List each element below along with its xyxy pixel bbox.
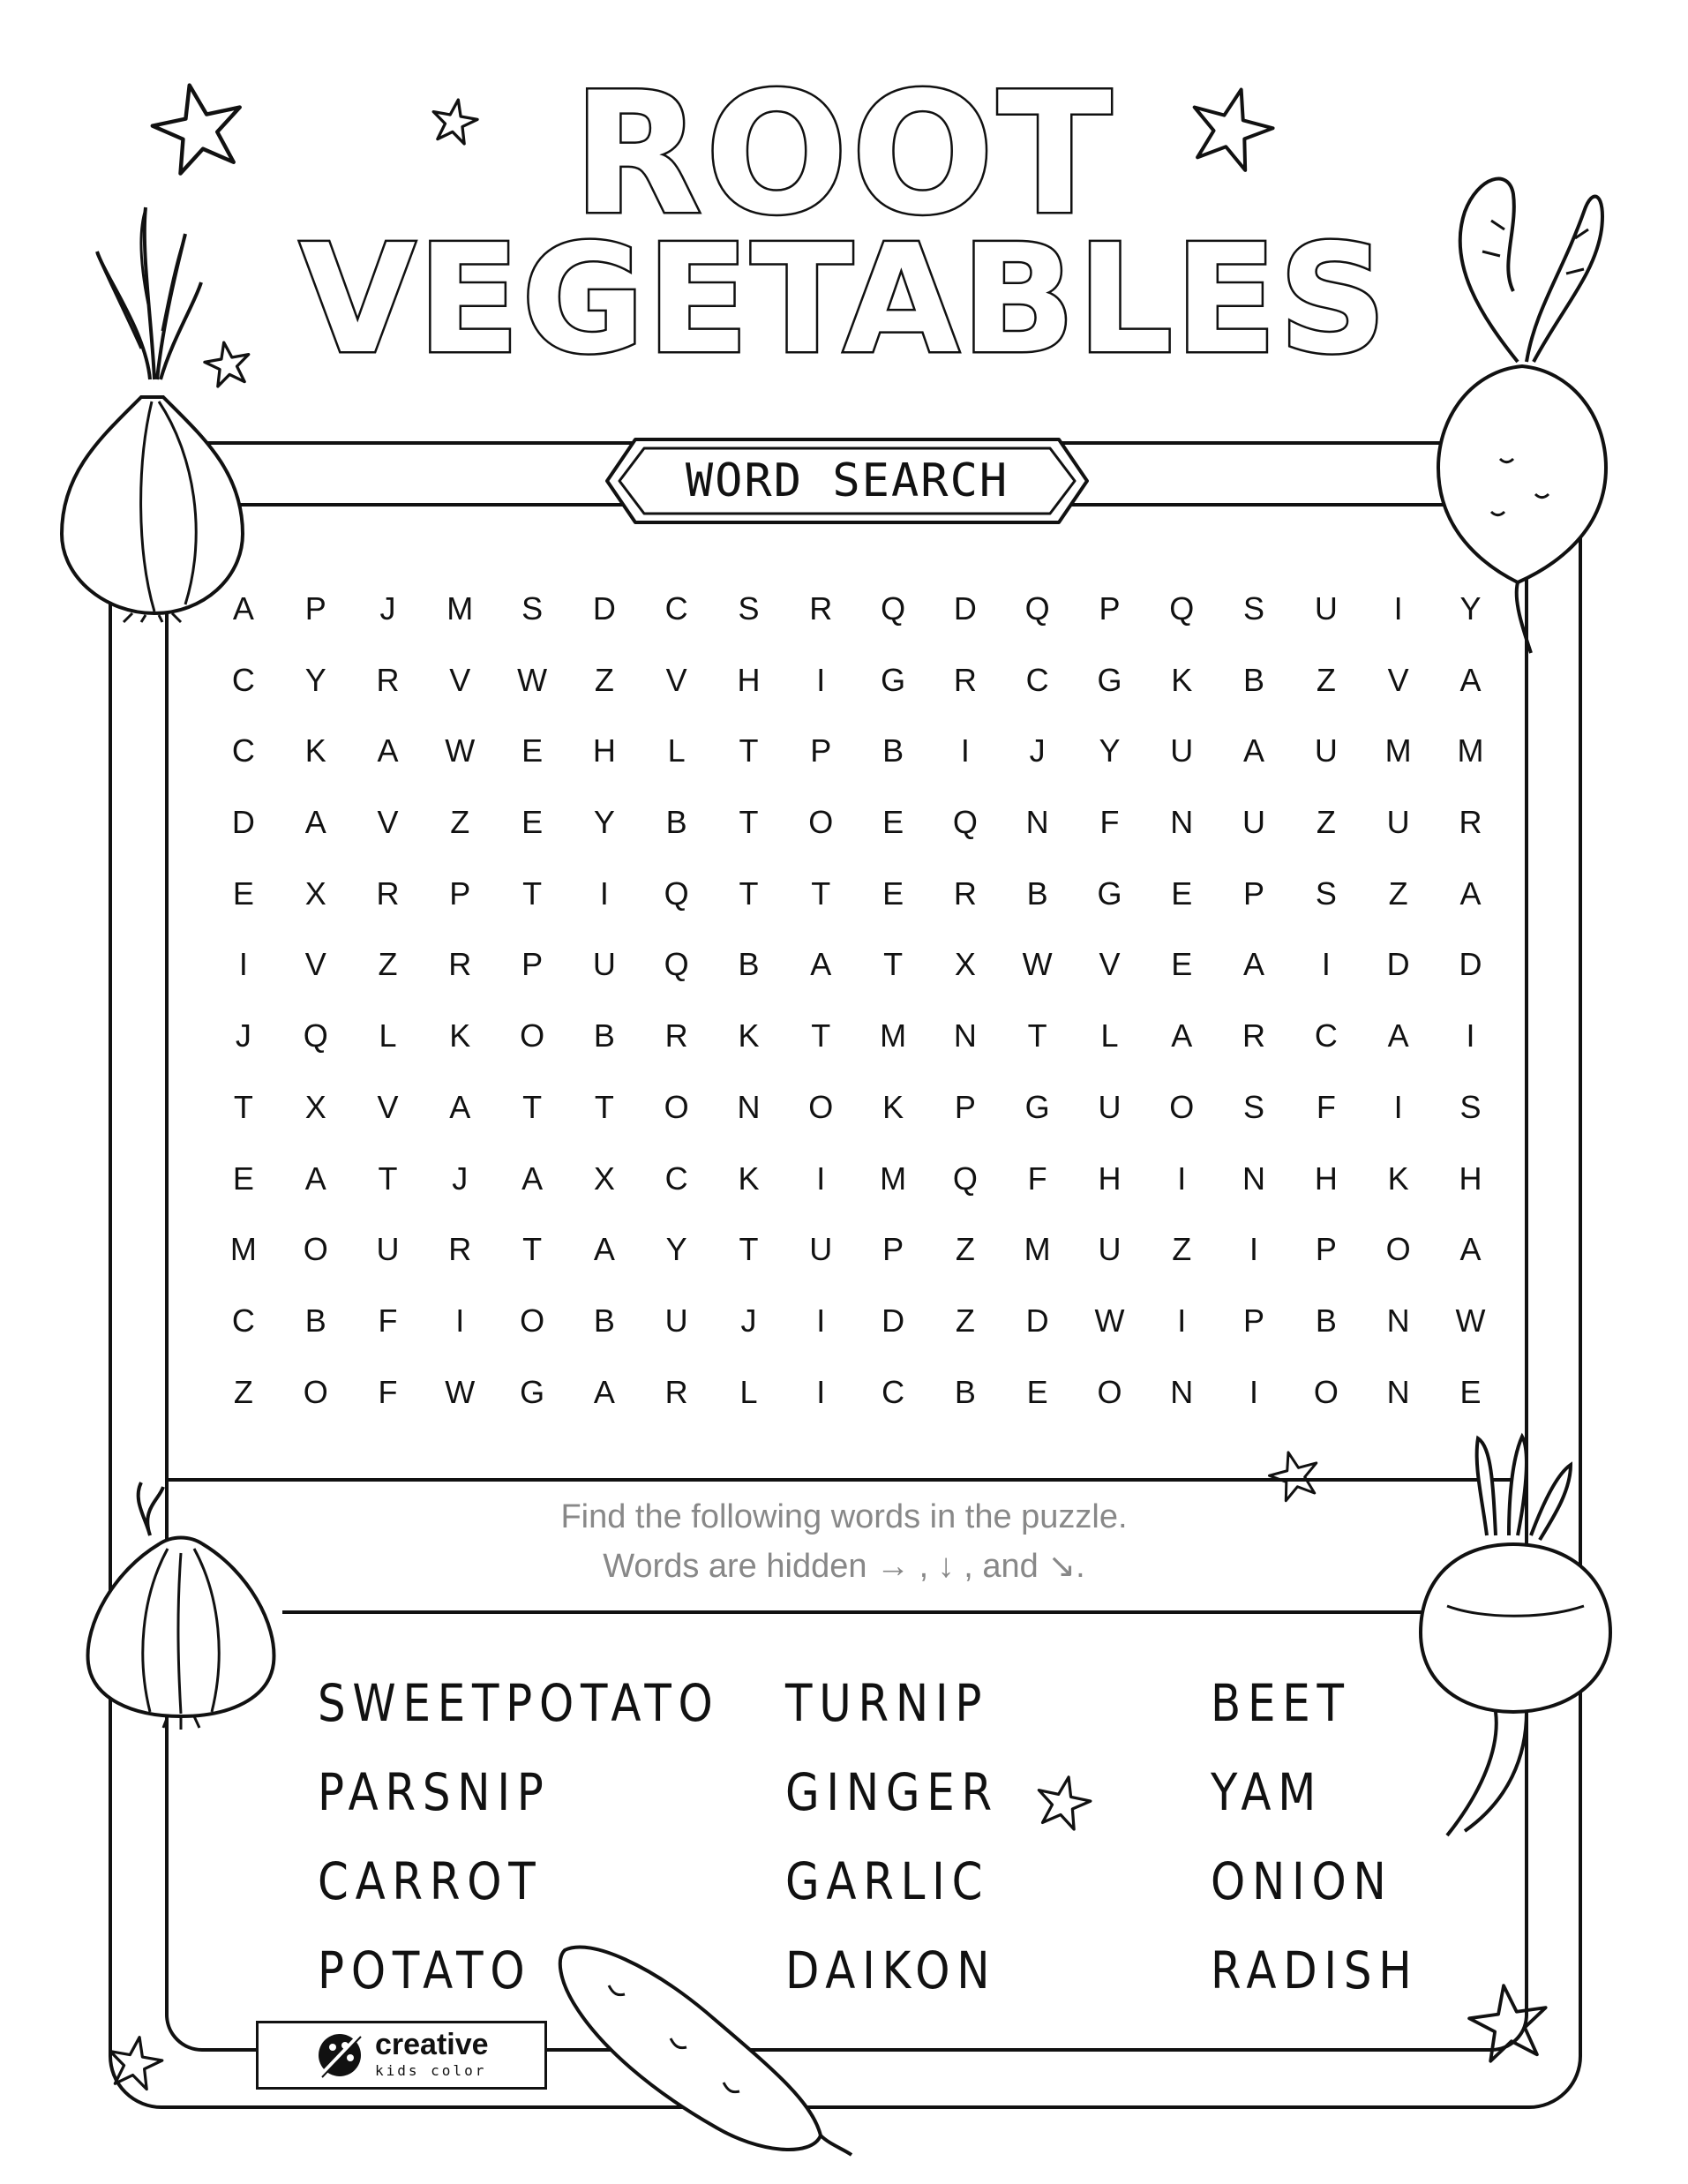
- grid-cell: I: [238, 946, 248, 983]
- grid-cell: C: [231, 732, 255, 769]
- grid-cell: K: [1387, 1160, 1409, 1197]
- grid-cell: A: [1171, 1017, 1193, 1054]
- grid-cell: P: [882, 1231, 904, 1268]
- grid-cell: R: [953, 661, 977, 698]
- grid-cell: R: [448, 946, 472, 983]
- grid-cell: Z: [955, 1302, 975, 1339]
- sweet-potato-icon: [547, 1933, 865, 2162]
- grid-cell: P: [521, 946, 544, 983]
- grid-cell: O: [664, 1088, 689, 1125]
- grid-cell: L: [1100, 1017, 1119, 1054]
- grid-cell: M: [1384, 732, 1412, 769]
- grid-cell: N: [953, 1017, 977, 1054]
- grid-cell: I: [960, 732, 970, 769]
- grid-cell: E: [232, 1160, 254, 1197]
- grid-cell: I: [1321, 946, 1331, 983]
- grid-cell: B: [738, 946, 760, 983]
- grid-cell: I: [1249, 1373, 1259, 1410]
- grid-cell: U: [1170, 732, 1194, 769]
- grid-cell: I: [1177, 1302, 1187, 1339]
- grid-cell: V: [377, 804, 399, 841]
- grid-cell: S: [738, 590, 760, 627]
- grid-cell: H: [1314, 1160, 1338, 1197]
- grid-cell: T: [594, 1088, 614, 1125]
- grid-cell: T: [522, 874, 543, 912]
- grid-cell: Y: [665, 1231, 687, 1268]
- grid-cell: T: [233, 1088, 253, 1125]
- grid-cell: Q: [881, 590, 906, 627]
- grid-cell: K: [1171, 661, 1193, 698]
- grid-cell: E: [1026, 1373, 1048, 1410]
- grid-cell: W: [1022, 946, 1053, 983]
- grid-cell: D: [953, 590, 977, 627]
- instructions-line-1: Find the following words in the puzzle.: [560, 1498, 1128, 1535]
- grid-cell: A: [449, 1088, 471, 1125]
- grid-cell: P: [1243, 1302, 1265, 1339]
- grid-cell: R: [1459, 804, 1482, 841]
- grid-cell: Y: [1099, 732, 1121, 769]
- grid-cell: U: [664, 1302, 688, 1339]
- grid-cell: E: [882, 804, 904, 841]
- grid-cell: T: [811, 874, 831, 912]
- grid-cell: Y: [593, 804, 615, 841]
- grid-cell: R: [448, 1231, 472, 1268]
- grid-cell: A: [1387, 1017, 1409, 1054]
- logo-name: creative: [375, 2028, 489, 2061]
- grid-cell: T: [739, 804, 759, 841]
- grid-cell: C: [231, 661, 255, 698]
- grid-cell: E: [521, 732, 544, 769]
- grid-cell: F: [378, 1373, 398, 1410]
- grid-cell: C: [664, 590, 688, 627]
- grid-cell: J: [1029, 732, 1046, 769]
- grid-cell: P: [449, 874, 471, 912]
- grid-cell: Z: [378, 946, 398, 983]
- grid-cell: N: [1386, 1302, 1410, 1339]
- grid-cell: T: [811, 1017, 831, 1054]
- grid-cell: Q: [952, 1160, 978, 1197]
- grid-cell: S: [1243, 590, 1265, 627]
- grid-cell: X: [593, 1160, 615, 1197]
- grid-cell: C: [882, 1373, 905, 1410]
- grid-cell: N: [737, 1088, 761, 1125]
- grid-cell: B: [1315, 1302, 1337, 1339]
- grid-cell: N: [1025, 804, 1049, 841]
- grid-cell: C: [231, 1302, 255, 1339]
- grid-cell: W: [445, 1373, 476, 1410]
- grid-cell: P: [1099, 590, 1121, 627]
- grid-cell: S: [1243, 1088, 1265, 1125]
- grid-cell: Q: [664, 946, 689, 983]
- grid-cell: R: [953, 874, 977, 912]
- word-item: SWEETPOTATO: [318, 1673, 720, 1733]
- grid-cell: I: [816, 1160, 826, 1197]
- word-item: GINGER: [785, 1762, 999, 1822]
- grid-cell: M: [880, 1017, 907, 1054]
- grid-cell: R: [664, 1017, 688, 1054]
- grid-cell: O: [1313, 1373, 1339, 1410]
- grid-cell: A: [232, 590, 254, 627]
- grid-cell: Q: [952, 804, 978, 841]
- grid-cell: M: [1457, 732, 1484, 769]
- grid-cell: A: [521, 1160, 544, 1197]
- grid-cell: Q: [303, 1017, 328, 1054]
- grid-cell: H: [1098, 1160, 1122, 1197]
- grid-cell: R: [1242, 1017, 1266, 1054]
- grid-cell: Y: [304, 661, 326, 698]
- grid-cell: B: [304, 1302, 326, 1339]
- grid-cell: W: [445, 732, 476, 769]
- grid-cell: I: [1393, 590, 1403, 627]
- grid-cell: T: [739, 732, 759, 769]
- word-item: PARSNIP: [318, 1762, 551, 1822]
- grid-cell: L: [739, 1373, 758, 1410]
- grid-cell: Z: [1316, 661, 1336, 698]
- grid-cell: I: [1466, 1017, 1475, 1054]
- grid-cell: T: [739, 874, 759, 912]
- grid-cell: T: [883, 946, 904, 983]
- grid-cell: W: [1455, 1302, 1486, 1339]
- grid-cell: S: [1315, 874, 1337, 912]
- grid-cell: G: [1024, 1088, 1050, 1125]
- grid-cell: B: [1243, 661, 1265, 698]
- grid-cell: X: [954, 946, 976, 983]
- grid-cell: M: [1024, 1231, 1051, 1268]
- grid-cell: A: [304, 804, 326, 841]
- grid-cell: W: [517, 661, 548, 698]
- grid-cell: F: [1099, 804, 1120, 841]
- grid-cell: E: [1171, 946, 1193, 983]
- beet-icon: [1429, 159, 1615, 662]
- grid-cell: B: [593, 1302, 615, 1339]
- grid-cell: I: [816, 1373, 826, 1410]
- grid-cell: O: [1385, 1231, 1411, 1268]
- grid-cell: G: [1097, 874, 1122, 912]
- grid-cell: P: [1243, 874, 1265, 912]
- grid-cell: A: [1459, 661, 1482, 698]
- word-item: ONION: [1211, 1851, 1393, 1911]
- grid-cell: A: [304, 1160, 326, 1197]
- banner-title: WORD SEARCH: [685, 454, 1009, 507]
- grid-cell: S: [521, 590, 544, 627]
- onion-icon: [53, 199, 256, 622]
- palette-icon: [313, 2030, 366, 2081]
- grid-cell: Z: [1388, 874, 1408, 912]
- grid-cell: G: [881, 661, 906, 698]
- word-item: RADISH: [1211, 1940, 1419, 2000]
- grid-cell: T: [378, 1160, 398, 1197]
- grid-cell: I: [599, 874, 609, 912]
- grid-cell: Y: [1459, 590, 1482, 627]
- grid-cell: V: [304, 946, 326, 983]
- grid-cell: O: [520, 1017, 545, 1054]
- grid-cell: A: [1459, 874, 1482, 912]
- grid-cell: T: [1027, 1017, 1047, 1054]
- grid-cell: E: [521, 804, 544, 841]
- grid-cell: L: [379, 1017, 397, 1054]
- grid-cell: J: [235, 1017, 251, 1054]
- instructions-line-2: Words are hidden → , ↓ , and ↘.: [603, 1548, 1085, 1585]
- grid-cell: J: [452, 1160, 469, 1197]
- grid-cell: E: [882, 874, 904, 912]
- grid-cell: C: [1025, 661, 1049, 698]
- grid-cell: T: [522, 1088, 543, 1125]
- grid-cell: P: [304, 590, 326, 627]
- grid-cell: E: [1171, 874, 1193, 912]
- grid-cell: N: [1242, 1160, 1266, 1197]
- grid-cell: A: [377, 732, 399, 769]
- grid-cell: D: [882, 1302, 905, 1339]
- grid-cell: U: [376, 1231, 400, 1268]
- grid-cell: V: [449, 661, 471, 698]
- grid-cell: N: [1170, 1373, 1194, 1410]
- grid-cell: Z: [233, 1373, 253, 1410]
- instructions-divider: [282, 1610, 1528, 1614]
- grid-cell: O: [303, 1373, 328, 1410]
- grid-cell: V: [377, 1088, 399, 1125]
- word-item: BEET: [1211, 1673, 1351, 1733]
- grid-cell: C: [664, 1160, 688, 1197]
- word-item: CARROT: [318, 1851, 543, 1911]
- grid-cell: O: [520, 1302, 545, 1339]
- grid-cell: W: [1094, 1302, 1125, 1339]
- grid-cell: U: [1098, 1231, 1122, 1268]
- grid-cell: U: [1242, 804, 1266, 841]
- grid-divider: [165, 1478, 1528, 1482]
- turnip-icon: [1412, 1430, 1624, 1844]
- grid-cell: N: [1170, 804, 1194, 841]
- grid-cell: K: [738, 1017, 760, 1054]
- grid-cell: M: [880, 1160, 907, 1197]
- grid-cell: D: [1459, 946, 1482, 983]
- grid-cell: I: [816, 661, 826, 698]
- grid-cell: U: [1386, 804, 1410, 841]
- grid-cell: U: [809, 1231, 833, 1268]
- word-item: YAM: [1211, 1762, 1323, 1822]
- grid-cell: U: [1314, 732, 1338, 769]
- page-title-line-2: VEGETABLES: [299, 213, 1389, 387]
- grid-cell: D: [1025, 1302, 1049, 1339]
- grid-cell: O: [1097, 1373, 1122, 1410]
- grid-cell: C: [1314, 1017, 1338, 1054]
- grid-cell: M: [446, 590, 474, 627]
- grid-cell: R: [376, 661, 400, 698]
- grid-cell: D: [592, 590, 616, 627]
- grid-cell: P: [810, 732, 832, 769]
- grid-cell: U: [592, 946, 616, 983]
- grid-cell: T: [522, 1231, 543, 1268]
- grid-cell: O: [303, 1231, 328, 1268]
- logo-tagline: kids color: [375, 2062, 487, 2079]
- word-item: GARLIC: [785, 1851, 990, 1911]
- word-item: TURNIP: [785, 1673, 989, 1733]
- grid-cell: I: [1249, 1231, 1259, 1268]
- grid-cell: D: [1386, 946, 1410, 983]
- grid-cell: R: [809, 590, 833, 627]
- grid-cell: B: [665, 804, 687, 841]
- grid-cell: A: [593, 1231, 615, 1268]
- letter-grid: [207, 574, 1506, 1428]
- grid-cell: Q: [664, 874, 689, 912]
- grid-cell: M: [229, 1231, 257, 1268]
- garlic-icon: [79, 1474, 282, 1730]
- grid-cell: L: [667, 732, 686, 769]
- grid-cell: V: [1099, 946, 1121, 983]
- grid-cell: J: [740, 1302, 757, 1339]
- grid-cell: O: [1169, 1088, 1195, 1125]
- grid-cell: A: [593, 1373, 615, 1410]
- grid-cell: A: [1243, 732, 1265, 769]
- grid-cell: O: [808, 1088, 834, 1125]
- grid-cell: I: [1393, 1088, 1403, 1125]
- grid-cell: E: [1459, 1373, 1482, 1410]
- grid-cell: X: [304, 874, 326, 912]
- grid-cell: U: [1098, 1088, 1122, 1125]
- grid-cell: F: [1316, 1088, 1336, 1125]
- grid-cell: X: [304, 1088, 326, 1125]
- grid-cell: T: [739, 1231, 759, 1268]
- grid-cell: I: [455, 1302, 465, 1339]
- grid-cell: Q: [1169, 590, 1195, 627]
- word-item: DAIKON: [785, 1940, 997, 2000]
- grid-cell: B: [1026, 874, 1048, 912]
- grid-cell: I: [1177, 1160, 1187, 1197]
- grid-cell: K: [882, 1088, 904, 1125]
- grid-cell: Z: [594, 661, 614, 698]
- grid-cell: R: [664, 1373, 688, 1410]
- grid-cell: Z: [450, 804, 470, 841]
- grid-cell: Z: [1316, 804, 1336, 841]
- grid-cell: B: [593, 1017, 615, 1054]
- grid-cell: Z: [955, 1231, 975, 1268]
- grid-cell: H: [737, 661, 761, 698]
- grid-cell: G: [520, 1373, 545, 1410]
- grid-cell: V: [665, 661, 687, 698]
- page-title-line-1: ROOT: [573, 56, 1115, 251]
- grid-cell: D: [231, 804, 255, 841]
- grid-cell: K: [449, 1017, 471, 1054]
- grid-cell: A: [1243, 946, 1265, 983]
- grid-cell: J: [379, 590, 396, 627]
- grid-cell: G: [1097, 661, 1122, 698]
- grid-cell: U: [1314, 590, 1338, 627]
- grid-cell: B: [954, 1373, 976, 1410]
- grid-cell: B: [882, 732, 904, 769]
- grid-cell: K: [304, 732, 326, 769]
- grid-cell: Q: [1024, 590, 1050, 627]
- grid-cell: K: [738, 1160, 760, 1197]
- grid-cell: I: [816, 1302, 826, 1339]
- grid-cell: N: [1386, 1373, 1410, 1410]
- grid-cell: V: [1387, 661, 1409, 698]
- grid-cell: O: [808, 804, 834, 841]
- grid-cell: S: [1459, 1088, 1482, 1125]
- grid-cell: F: [378, 1302, 398, 1339]
- grid-cell: Z: [1172, 1231, 1192, 1268]
- grid-cell: H: [1459, 1160, 1482, 1197]
- grid-cell: R: [376, 874, 400, 912]
- grid-cell: P: [1315, 1231, 1337, 1268]
- word-item: POTATO: [318, 1940, 532, 2000]
- grid-cell: H: [592, 732, 616, 769]
- grid-cell: E: [232, 874, 254, 912]
- grid-cell: F: [1027, 1160, 1047, 1197]
- grid-cell: P: [954, 1088, 976, 1125]
- grid-cell: A: [1459, 1231, 1482, 1268]
- grid-cell: A: [810, 946, 832, 983]
